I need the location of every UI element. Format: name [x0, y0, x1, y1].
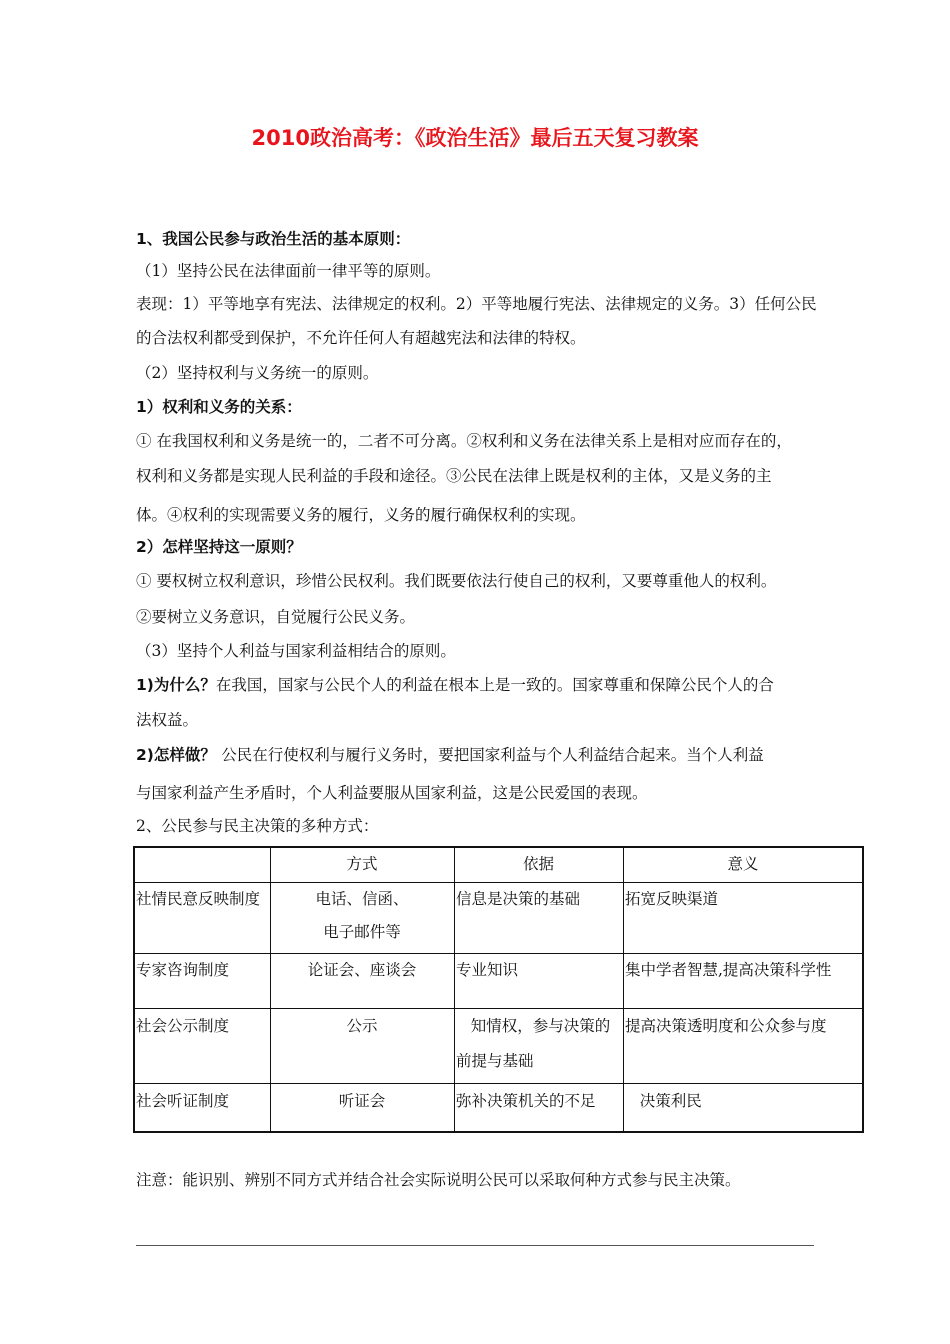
- table-cell: 专家咨询制度: [136, 961, 230, 979]
- table-cell: 社会听证制度: [136, 1092, 230, 1110]
- table-divider: [135, 1008, 862, 1009]
- principle-1: （1）坚持公民在法律面前一律平等的原则。: [136, 262, 441, 280]
- paragraph-line: ① 在我国权利和义务是统一的，二者不可分离。②权利和义务在法律关系上是相对应而存在的，: [136, 432, 792, 450]
- table-cell: 拓宽反映渠道: [625, 890, 719, 908]
- paragraph-line: 表现：1）平等地享有宪法、法律规定的权利。2）平等地履行宪法、法律规定的义务。3）任何公民: [136, 295, 817, 313]
- table-cell: 知情权，参与决策的: [456, 1017, 611, 1035]
- paragraph-line: 体。④权利的实现需要义务的履行，义务的履行确保权利的实现。: [136, 506, 586, 524]
- paragraph-line: [136, 675, 774, 695]
- how-text: 公民在行使权利与履行义务时，要把国家利益与个人利益结合起来。当个人利益: [221, 746, 764, 764]
- paragraph-line: 的合法权利都受到保护，不允许任何人有超越宪法和法律的特权。: [136, 329, 586, 347]
- why-label: 1)为什么？: [136, 676, 216, 694]
- table-header: 依据: [522, 855, 554, 873]
- table-cell: 专业知识: [456, 961, 519, 979]
- paragraph-line: [136, 745, 764, 765]
- table-cell: 公示: [346, 1017, 378, 1035]
- table-header: 意义: [727, 855, 759, 873]
- table-cell: 论证会、座谈会: [307, 961, 417, 979]
- document-title: 2010政治高考：《政治生活》最后五天复习教案: [251, 126, 699, 150]
- paragraph-line: 与国家利益产生矛盾时，个人利益要服从国家利益，这是公民爱国的表现。: [136, 784, 648, 802]
- principle-2: （2）坚持权利与义务统一的原则。: [136, 364, 379, 382]
- principle-3: （3）坚持个人利益与国家利益相结合的原则。: [136, 642, 456, 660]
- table-divider: [454, 848, 455, 1131]
- table-header: 方式: [346, 855, 378, 873]
- table-cell: 电话、信函、: [315, 890, 409, 908]
- table-cell: 社会公示制度: [136, 1017, 230, 1035]
- note: 注意：能识别、辨别不同方式并结合社会实际说明公民可以采取何种方式参与民主决策。: [136, 1171, 741, 1189]
- table-divider: [623, 848, 624, 1131]
- paragraph-line: 权利和义务都是实现人民利益的手段和途径。③公民在法律上既是权利的主体，又是义务的主: [136, 467, 772, 485]
- section-heading-2: 2、公民参与民主决策的多种方式：: [136, 817, 379, 835]
- table-cell: 电子邮件等: [323, 923, 401, 941]
- table-cell: 决策利民: [625, 1092, 702, 1110]
- paragraph-line: ②要树立义务意识，自觉履行公民义务。: [136, 608, 416, 626]
- table-cell: 提高决策透明度和公众参与度: [625, 1017, 827, 1035]
- why-text: 在我国，国家与公民个人的利益在根本上是一致的。国家尊重和保障公民个人的合: [215, 676, 774, 694]
- how-label: 2)怎样做？: [136, 746, 222, 764]
- paragraph-line: ① 要权树立权利意识，珍惜公民权利。我们既要依法行使自己的权利，又要尊重他人的权利。: [136, 572, 777, 590]
- footer-divider: [136, 1245, 814, 1246]
- table-cell: 社情民意反映制度: [136, 890, 261, 908]
- table-cell: 集中学者智慧,提高决策科学性: [625, 961, 832, 979]
- table-cell: 信息是决策的基础: [456, 890, 581, 908]
- section-heading-1: 1、我国公民参与政治生活的基本原则：: [136, 230, 411, 248]
- subheading: 1）权利和义务的关系：: [136, 398, 302, 416]
- table-cell: 听证会: [338, 1092, 386, 1110]
- table-cell: 前提与基础: [456, 1052, 534, 1070]
- paragraph-line: 法权益。: [136, 711, 199, 729]
- decision-methods-table: [133, 846, 864, 1133]
- table-cell: 弥补决策机关的不足: [456, 1092, 596, 1110]
- subheading: 2）怎样坚持这一原则？: [136, 538, 302, 556]
- table-divider: [135, 1083, 862, 1084]
